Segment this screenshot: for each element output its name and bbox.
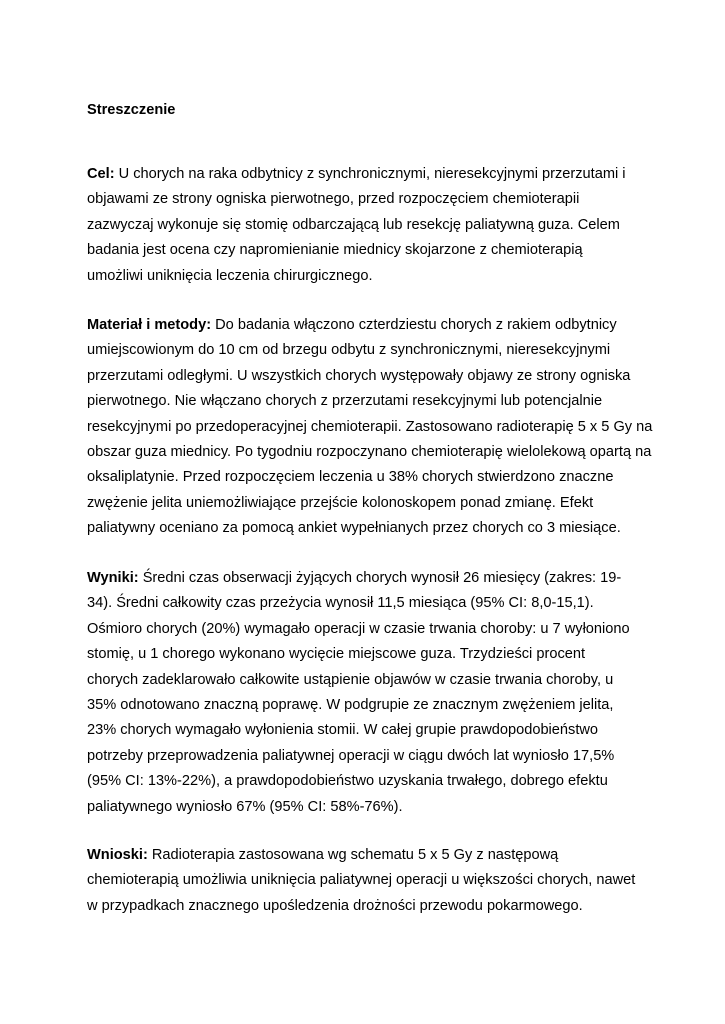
- text-line: 23% chorych wymagało wyłonienia stomii. W całej grupie prawdopodobieństwo: [87, 722, 599, 739]
- text-line: Ośmioro chorych (20%) wymagało operacji w czasie trwania choroby: u 7 wyłoniono: [87, 620, 630, 637]
- text-line: pierwotnego. Nie włączano chorych z przerzutami resekcyjnymi lub potencjalnie: [87, 393, 603, 410]
- text-line: chemioterapią umożliwia uniknięcia paliatywnej operacji u większości chorych, nawet: [87, 872, 636, 889]
- text-line: objawami ze strony ogniska pierwotnego, przed rozpoczęciem chemioterapii: [87, 191, 580, 208]
- text-line: [87, 313, 643, 338]
- text-line: przerzutami odległymi. U wszystkich chorych występowały objawy ze strony ogniska: [87, 367, 631, 384]
- text-line: 34). Średni całkowity czas przeżycia wynosił 11,5 miesiąca (95% CI: 8,0-15,1).: [87, 595, 594, 612]
- line-text: Radioterapia zastosowana wg schematu 5 x 5 Gy z następową: [147, 847, 559, 863]
- section-cel: [87, 162, 643, 289]
- text-line: oksaliplatynie. Przed rozpoczęciem leczenia u 38% chorych stwierdzono znaczne: [87, 469, 614, 486]
- text-line: [87, 566, 643, 591]
- text-line: resekcyjnymi po przedoperacyjnej chemioterapii. Zastosowano radioterapię 5 x 5 Gy na: [87, 418, 653, 435]
- text-line: 35% odnotowano znaczną poprawę. W podgrupie ze znacznym zwężeniem jelita,: [87, 697, 614, 714]
- abstract-title: Streszczenie: [87, 102, 176, 118]
- text-line: zazwyczaj wykonuje się stomię odbarczającą lub resekcję paliatywną guza. Celem: [87, 216, 620, 233]
- text-line: obszar guza miednicy. Po tygodniu rozpoczynano chemioterapię wielolekową opartą na: [87, 444, 652, 461]
- text-line: stomię, u 1 chorego wykonano wycięcie miejscowe guza. Trzydzieści procent: [87, 646, 586, 663]
- text-line: w przypadkach znacznego upośledzenia drożności przewodu pokarmowego.: [87, 897, 583, 914]
- text-line: umiejscowionym do 10 cm od brzegu odbytu z synchronicznymi, nieresekcyjnymi: [87, 342, 611, 359]
- line-text: Średni czas obserwacji żyjących chorych wynosił 26 miesięcy (zakres: 19-: [138, 570, 622, 586]
- text-line: [87, 162, 643, 187]
- section-wnioski: [87, 843, 643, 919]
- text-line: badania jest ocena czy napromienianie miednicy skojarzone z chemioterapią: [87, 242, 583, 259]
- section-label: Materiał i metody:: [87, 317, 212, 333]
- section-label: Wnioski:: [87, 847, 148, 863]
- line-text: Do badania włączono czterdziestu chorych z rakiem odbytnicy: [211, 317, 617, 333]
- text-line: paliatywny oceniano za pomocą ankiet wypełnianych przez chorych co 3 miesiące.: [87, 520, 621, 537]
- section-wyniki: [87, 566, 643, 820]
- text-line: umożliwi uniknięcia leczenia chirurgicznego.: [87, 267, 373, 284]
- text-line: paliatywnego wyniosło 67% (95% CI: 58%-76%).: [87, 798, 403, 815]
- section-label: Wyniki:: [87, 570, 139, 586]
- section-label: Cel:: [87, 166, 115, 182]
- text-line: potrzeby przeprowadzenia paliatywnej operacji w ciągu dwóch lat wyniosło 17,5%: [87, 747, 615, 764]
- text-line: [87, 843, 643, 868]
- text-line: chorych zadeklarowało całkowite ustąpienie objawów w czasie trwania choroby, u: [87, 671, 614, 688]
- line-text: U chorych na raka odbytnicy z synchronicznymi, nieresekcyjnymi przerzutami i: [114, 166, 626, 182]
- text-line: (95% CI: 13%-22%), a prawdopodobieństwo uzyskania trwałego, dobrego efektu: [87, 773, 608, 790]
- text-line: zwężenie jelita uniemożliwiające przejście kolonoskopem ponad zmianę. Efekt: [87, 494, 594, 511]
- section-material-i-metody: [87, 313, 653, 542]
